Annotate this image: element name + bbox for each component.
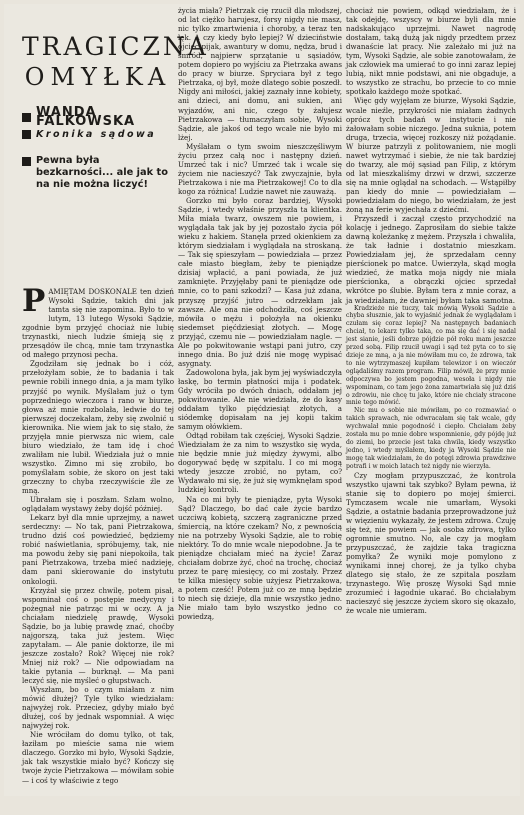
column-2 — [178, 6, 342, 792]
paragraph: Czy mogłam przypuszczać, że kontrola wszystko ujawni tak szybko? Byłam pewna, iż stanie się to dopiero po mojej śmierci. Tymczasem wcale nie umarłam, Wysoki Sądzie, a ostatnie badania przeprowadzone już w więzieniu wykazały, że jestem zdrowa. Czuję się też, nie powiem — jak osoba zdrowa, tylko ogromnie smutno. No, ale czy ja mogłam przypuszczać, że zajdzie taka tragiczna pomyłka? Że wyniki moje pomylono z wynikami innej chorej, że ja tylko chyba dlatego się stało, że ze szpitala poszłam trzynastego. Wię proszę Wysoki Sąd mnie zrozumieć i łagodnie ukarać. Bo chciałabym nacieszyć się jeszcze życiem skoro się okazało, że wcale nie umieram. — [346, 470, 516, 616]
paragraph: Myślałam o tym swoim nieszczęśliwym życiu przez całą noc i następny dzień. Umrzeć tak i nic? Umrzeć tak i wcale się życiem nie nacieszyć? Tak zwyczajnie, była Pietrzakowa i nie ma Pietrzakowej! Co to dla kogo za różnica! Ludzie nawet nie zauważą. — [178, 141, 342, 196]
article-lead: Pewna była bezkarności... ale jak to na nie można liczyć! — [36, 155, 168, 191]
drop-cap: P — [22, 283, 46, 319]
lead-row — [22, 155, 174, 191]
square-bullet-icon — [22, 113, 31, 122]
paragraph: Gorzko mi było coraz bardziej, Wysoki Sądzie, i wtedy właśnie przyszła ta klientka. Miła miała twarz, owszem nie powiem, i wyglądała tak jak by jej pozostało życia pół wieku z hakiem. Stanęła przed okienkiem za którym siedziałam i wyglądała na stroskaną. — Tak się spieszyłam — powiedziała — przez całe miasto biegłam, żeby te pieniądze dzisiaj wpłacić, a pani powiada, że już zamknięte. Przyjęłaby pani te pieniądze ode mnie, co to pani szkodzi? — Kasa już zdana, przyszę przyjść jutro — odrzekłam jak zawsze. Ale ona nie odchodziła, coś jeszcze mówiła o mężu i położyła na okienku siedemset pięćdziesiąt złotych. — Mogę przyjąć, czemu nie — powiedziałam nagle. — Ale po pokwitowanie wstąpi pani jutro, czy innego dnia. Bo już dziś nie mogę wypisać asygnaty. — [178, 195, 342, 368]
series-name: Kronika sądowa — [36, 129, 157, 141]
paragraph: Ubrałam się i poszłam. Szłam wolno, oglądałam wystawy żeby dojść później. — [22, 495, 174, 514]
title-line-2: OMYŁKA — [24, 63, 172, 91]
series-row — [22, 130, 174, 139]
paragraph-small: Kradzieże nie tuczy, tak mówią Wysoki Sądzie a chyba słusznie, jak to wyjaśnić jednak że wyglądałam i czułam się coraz lepiej? Na następnych badaniach chciał, to lekarz tylko taka, co ma się dać i się nadal jest sianie, jeśli dobrze pójdzie pół roku mam jeszcze przed sobą. Filip rzucił uwagi i sąd też pyta co to się dzieje ze mną, a ja nie mówiłam mu co, że zdrowa, tak to nie wytrzymaszej kupiłam telewizor i on wieczór oglądaliśmy razem program. Filip mówił, że przy mnie odpoczywa bo jestem pogodna, wesoła i nigdy nie wspominam, co tam jego żona zamartwiała się już dziś o zdrowiu, nie chcę tu jako, które nie chciały stracone mnie tego mówić. — [346, 304, 516, 407]
paragraph: Lekarz był dla mnie uprzejmy, a nawet serdeczny: — No tak, pani Pietrzakowa, trudno dziś coś powiedzieć, będziemy robić naświetlania, spróbujemy, tak, nie ma powodu żeby się pani niepokoiła, tak pani Pietrzakowa, trzeba mieć nadzieję, dam pani skierowanie do instytutu onkologii. — [22, 513, 174, 586]
square-bullet-icon — [22, 130, 31, 139]
paragraph: Krzyżał się przez chwilę, potem pisał, wspominał coś o postępie medycyny i pożegnał nie patrząc mi w oczy. A ja chciałam niedzielę prawdę, Wysoki Sądzie, bo ja lubię prawdę znać, choćby najgorszą, taka już jestem. Więc zapytałam. — Ale panie doktorze, ile mi jeszcze zostało? Rok? Więcej nie rok? Mniej niż rok? — Nie odpowiadam na takie pytania — burknął. — Ma pani leczyć się, nie myśleć o głupstwach. — [22, 585, 174, 686]
paragraph: życia miała? Pietrzak cię rzucił dla młodszej, od lat ciężko harujesz, forsy nigdy nie masz, nic tylko zmartwienia i choroby, a teraz ten lęk. A czy kiedy było lepiej? W dzieciństwie ojciec pijak, awantury w domu, nędza, brud i smród, najpierw sprzątanie u sąsiadów, potem dopiero po wyjściu za Pietrzaka awans do pracy w biurze. Spryciara był z tego Pietrzaka, oj był, może dlatego sobie poszedł. Nigdy ani miłości, jakiej zaznały inne kobiety, ani dzieci, ani domu, ani sukien, ani wyjazdów, ani nic, czego ty żałujesz Pietrzakowa — tłumaczyłam sobie, Wysoki Sądzie, ale jakoś od tego wcale nie było mi lżej. — [178, 6, 342, 142]
column-1-body — [22, 283, 174, 815]
paragraph: chociaż nie powiem, odkąd wiedziałam, że i tak odejdę, wszyscy w biurze byli dla mnie nadskakująco uprzejmi. Nawet nagrodę dostałam, taką dużą jak nigdy przedtem przez dwanaście lat pracy. Nie zależało mi już na tym, Wysoki Sądzie, ale sobie zanotowałam, że jak człowiek ma umierać to go inni zaraz lepiej lubią, nikt mnie podstawi, ani nie obgaduje, a to wszystko ze strachu, bo przecie to co mnie spotkało każdego może spotkać. — [346, 6, 516, 97]
paragraph: Wyszłam, bo o czym miałam z nim mówić dłużej? Tyle tylko wiedziałam: najwyżej rok. Przeciez, gdyby miało być dłużej, coś by jednak wspomniał. A więc najwyżej rok. — [22, 685, 174, 731]
author-name: WANDA FALKOWSKA — [36, 105, 136, 130]
article-header — [22, 32, 209, 287]
paragraph: Odtąd robiłam tak częściej, Wysoki Sądzie. Wiedziałam że za nim to wszystko się wyda, nie będzie mnie już między żywymi, albo dogorywać będę w szpitalu. I co mi mogą wtedy jeszcze zrobić, no pytam, co? Wydawało mi się, że już się wymknęłam spod ludzkiej kontroli. — [178, 431, 342, 495]
square-bullet-icon — [22, 157, 31, 166]
magazine-page — [4, 4, 520, 796]
paragraph: Przyszedł i zaczął często przychodzić na kolację i jednego. Zaprosiłam do siebie także dawną koleżankę z mężem. Przyszła i chwaliła, że tak ładnie i dostatnio mieszkam. Powiedziałam jej, że sprzedałam cenny pierścionek po matce. Uwierzyła, skąd mogła wiedzieć, że matka moja nigdy nie miała pierścionka, a obrączki ojciec sprzedał wkrótce po ślubie. Byłam tera z mnie coraz, a ja wiedziałam, że dawniej byłam taka samotna. — [346, 214, 516, 305]
author-row — [22, 105, 174, 130]
column-1 — [22, 6, 209, 792]
article-title — [22, 32, 209, 92]
paragraph: Na co mi były te pieniądze, pyta Wysoki Sąd? Dlaczego, bo dać całe życie bardzo uczciwą kobietą, szczerą zagraniczne przed śmiercią, na które czekam? No, z pewnością nie na potrzeby Wysoki Sądzie, ale to robię niektóry. To do mnie wcale niepodobne. Ja te pieniądze chciałam mieć na życie! Zaraz chciałam dobrze żyć, choć na trochę, chociaż przez te parę miesięcy, co mi zostały. Przez te kilka miesięcy sobie użyjesz Pietrzakowa, a potem cześć! Potem już co ze mną będzie to niech się dzieje, dla mnie wszystko jedno. Nie miało tam było wszystko jedno co powiedzą, — [178, 494, 342, 622]
paragraph: Nie wróciłam do domu tylko, ot tak, łaziłam po mieście sama nie wiem dlaczego. Gorzko mi było, Wysoki Sądzie, jak tak wszystkie miało być? Kończy się twoje życie Pietrzakowa — mówiłam sobie — i coś ty właściwie z tego — [22, 730, 174, 785]
title-line-1: TRAGICZNA — [22, 32, 209, 61]
first-paragraph — [22, 283, 174, 360]
paragraph: Zadowolona była, jak bym jej wyświadczyła łaskę, bo termin płatności mija i podatek. Gdy wróciła po dwóch dniach, oddałam jej pokwitowanie. Ale nie wiedziała, że do kasy oddałam tylko pięćdziesiąt złotych, a siódemkę dopisałam na jej kopii takim samym ołówkiem. — [178, 367, 342, 432]
paragraph: Więc gdy wyjęłam ze biurze, Wysoki Sądzie, wcale nieźle, przykrości nie miałam żadnych oprócz tych badań w instytucie i nie żałowałam sobie niczego. Jedna suknia, potem druga, trzecia, więcej rozkoszy niż pożądanie. W biurze patrzyli z politowaniem, nie mogli nawet wytrzymać i siebie, że nie tak bardziej do twarzy, ale mój sąsiad pan Filip, z którym od lat mieszkaliśmy drzwi w drzwi, szczerze się na mnie oglądał na schodach. — Wstąpiłby pan kiedy do mnie — powiedziałam — powiedziałam do niego, bo wiedziałam, że jest żoną na ferie wyjechała z dziećmi. — [346, 96, 516, 215]
column-3 — [346, 6, 516, 792]
paragraph-small: Nic mu o sobie nie mówiłam, po co rozmawiać o takich sprawach, nie odwracałam się tak wcale, gdy wychwalał mnie pogodność i ciepło. Chciałam żeby została mu po mnie dobre wspomnienie, gdy pójdę już do ziemi, bo przecie jest taka chwila, kiedy wszystko jedno, i wtedy myślałem, kiedy ja Wysoki Sądzie nie mogę tak wiedziałam, że do potęgi zdrowia prawdziwe potrafi i w moich latach też nigdy nie wierzyła. — [346, 407, 516, 470]
first-paragraph-text: AMIĘTAM DOSKONALE ten dzień Wysoki Sądzie, takich dni jak tamta się nie zapomina. Było to w lutym, 13 lutego Wysoki Sądzie, zgodnie bym przyjęć chociaż nie lubię trzynastki, niech ludzie śmieją się z przesądów ile chcą, mnie tam trzynastka od małego przynosi pecha. — [22, 287, 174, 360]
paragraph: Zgodziłam się jednak bo i cóż, przełożyłam sobie, że to badania i tak pewnie robili innego dnia, a ja mam tylko przyjść po wynik. Myślałam już o tym poprzedniego wieczora i rano w biurze, głowa aż mnie rozbolała, ledwie do tej pierwszej doczekałam, żeby się zwolnić u kierownika. Nie wiem jak to się stało, że przyjęła mnie pierwsza nic wiem, cale biuro wiedziało, że tam idę i choć zwaliłam nie lubił. Wiedziała już o mnie wszystko. Zimno mi się zrobiło, bo pomyślałam sobie, że skoro on jest taki grzeczny to chyba rzeczywiście źle ze mną. — [22, 359, 174, 496]
